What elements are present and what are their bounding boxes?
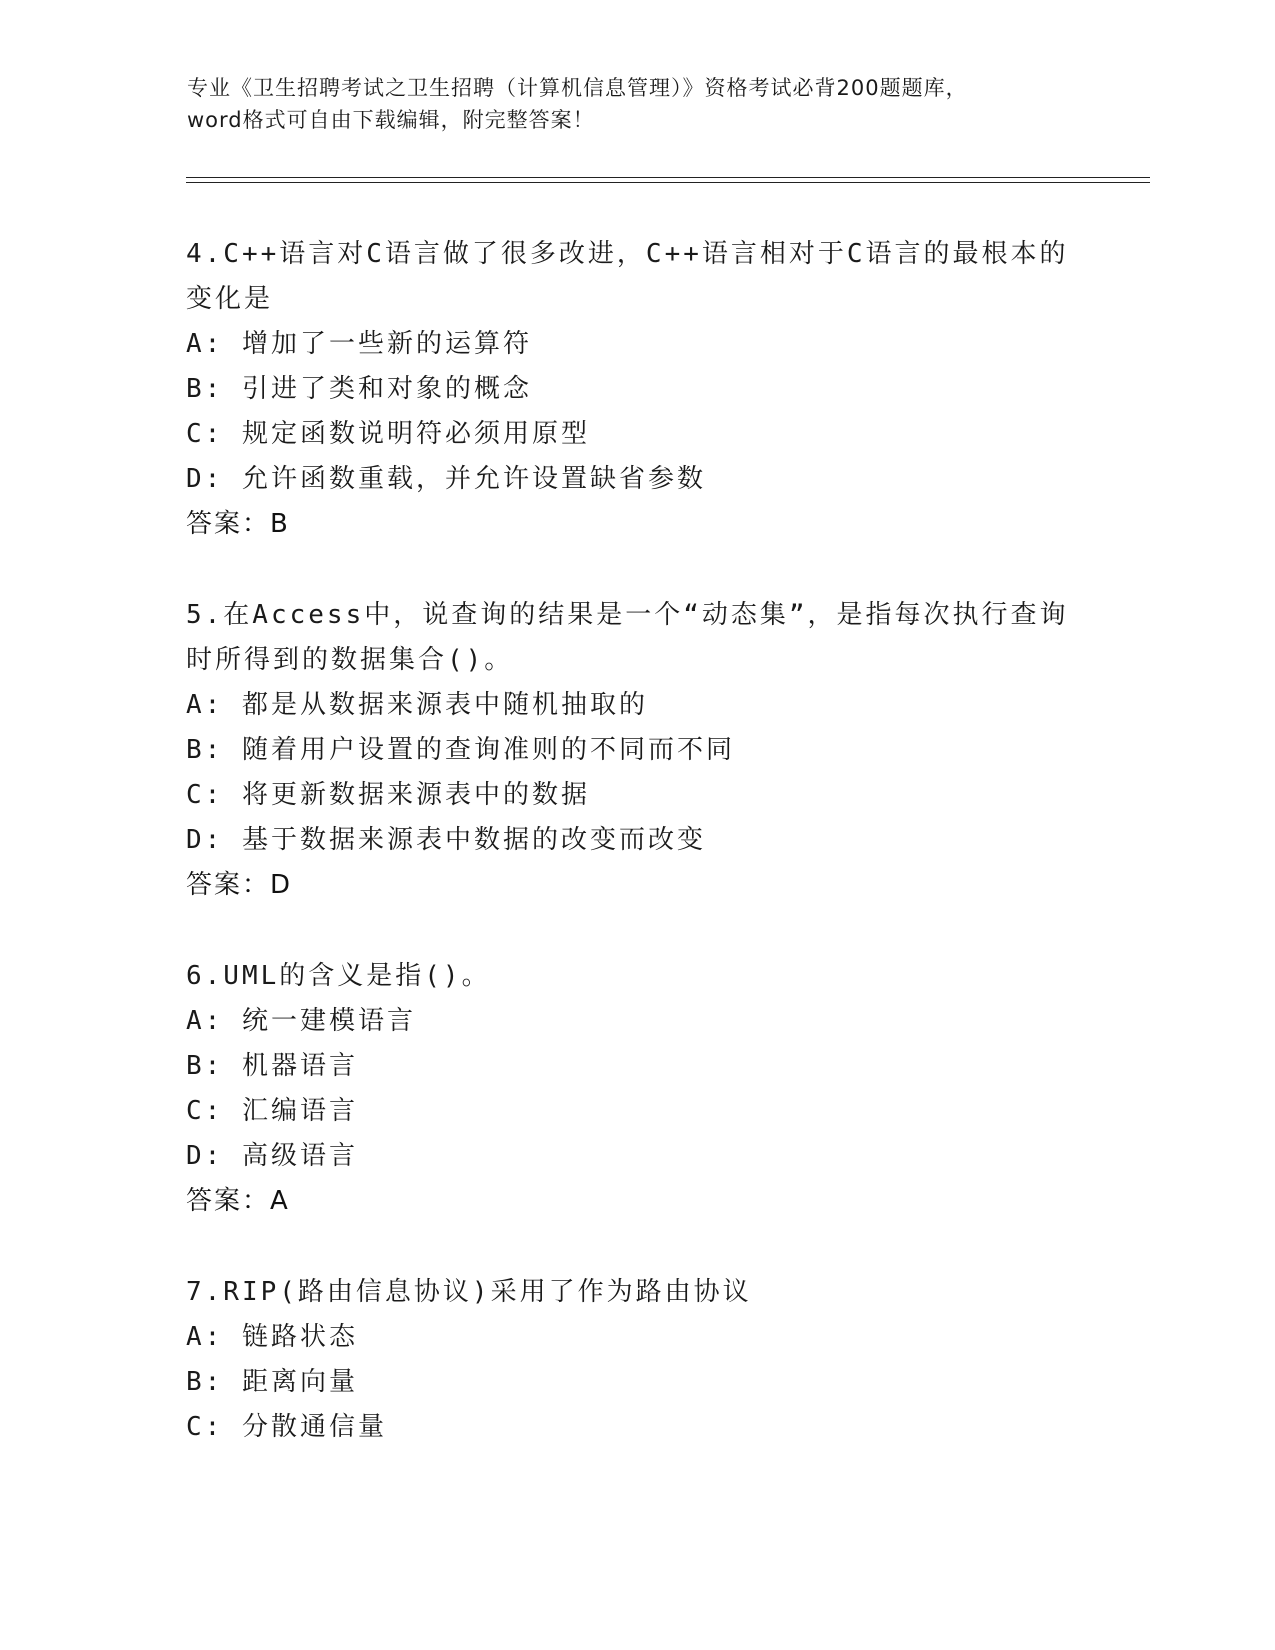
header-line-1: 专业《卫生招聘考试之卫生招聘（计算机信息管理）》资格考试必背200题题库，	[187, 76, 968, 100]
answer: 答案：A	[186, 1186, 290, 1216]
option-b: B: 随着用户设置的查询准则的不同而不同	[186, 735, 735, 765]
question-6	[186, 954, 1086, 1224]
question-text: 时所得到的数据集合()。	[186, 645, 514, 675]
document-header	[187, 72, 1087, 136]
question-list	[186, 232, 1086, 1496]
question-text: 6.UML的含义是指()。	[186, 961, 491, 991]
option-d: D: 高级语言	[186, 1141, 358, 1171]
option-a: A: 增加了一些新的运算符	[186, 329, 532, 359]
question-text: 7.RIP(路由信息协议)采用了作为路由协议	[186, 1277, 752, 1307]
option-b: B: 引进了类和对象的概念	[186, 374, 532, 404]
option-c: C: 将更新数据来源表中的数据	[186, 780, 590, 810]
question-7	[186, 1270, 1086, 1450]
option-b: B: 机器语言	[186, 1051, 358, 1081]
option-c: C: 汇编语言	[186, 1096, 358, 1126]
option-c: C: 分散通信量	[186, 1412, 387, 1442]
option-a: A: 链路状态	[186, 1322, 358, 1352]
option-a: A: 都是从数据来源表中随机抽取的	[186, 690, 648, 720]
option-d: D: 允许函数重载，并允许设置缺省参数	[186, 464, 706, 494]
header-rule-top	[186, 177, 1150, 178]
option-b: B: 距离向量	[186, 1367, 358, 1397]
answer: 答案：D	[186, 870, 293, 900]
header-rule-bottom	[186, 182, 1150, 183]
option-d: D: 基于数据来源表中数据的改变而改变	[186, 825, 706, 855]
question-5	[186, 593, 1086, 908]
answer: 答案：B	[186, 509, 290, 539]
question-text: 4.C++语言对C语言做了很多改进，C++语言相对于C语言的最根本的	[186, 239, 1069, 269]
header-line-2: word格式可自由下载编辑，附完整答案！	[187, 108, 595, 132]
option-c: C: 规定函数说明符必须用原型	[186, 419, 590, 449]
question-4	[186, 232, 1086, 547]
question-text: 变化是	[186, 284, 274, 314]
option-a: A: 统一建模语言	[186, 1006, 416, 1036]
question-text: 5.在Access中，说查询的结果是一个“动态集”，是指每次执行查询	[186, 600, 1069, 630]
